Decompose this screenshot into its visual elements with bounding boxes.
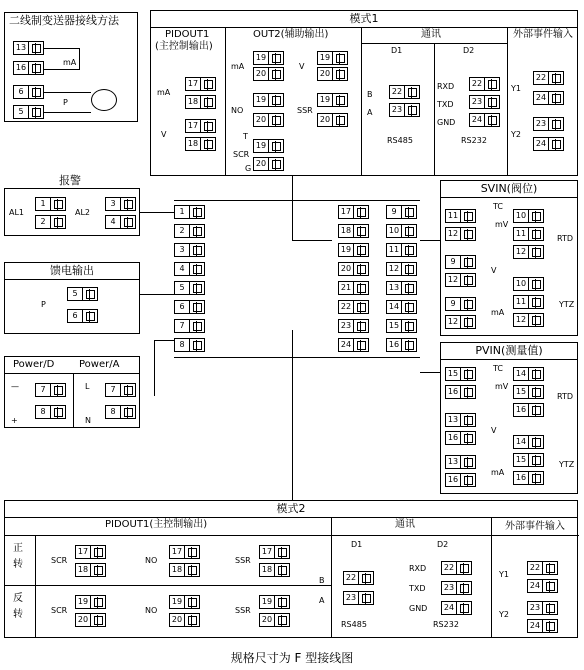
module2-txd: TXD [409, 584, 426, 593]
comm-d1: D1 [391, 46, 403, 55]
module2-no-label: NO [145, 606, 158, 615]
pvin-left-13: 13 [445, 413, 476, 427]
module2-y2: Y2 [499, 610, 509, 619]
out2-t20b: 20 [317, 67, 348, 81]
comm-a: A [367, 108, 373, 117]
svin-ma: mA [491, 308, 505, 317]
module2-pid-title: PIDOUT1(主控制输出) [105, 519, 208, 530]
svin-rtd: RTD [557, 234, 574, 243]
pidout1-ma: mA [157, 88, 171, 97]
pvin-right-16: 16 [513, 471, 544, 485]
feedback-t6: 6 [67, 309, 98, 323]
alarm-t2: 2 [35, 215, 66, 229]
power-plus: + [11, 416, 18, 425]
center-terminal-4: 4 [174, 262, 205, 276]
pvin-box [440, 342, 578, 494]
svin-left-12: 12 [445, 273, 476, 287]
terminal-5: 5 [13, 105, 44, 119]
pvin-ma: mA [491, 468, 505, 477]
terminal-13: 13 [13, 41, 44, 55]
module2-rxd: RXD [409, 564, 427, 573]
module2-ssr-17: 17 [259, 545, 290, 559]
module2-ssr-18: 18 [259, 563, 290, 577]
out2-t20a: 20 [253, 67, 284, 81]
module2-ext-22: 22 [527, 561, 558, 575]
comm-b: B [367, 90, 373, 99]
alarm-al1: AL1 [9, 208, 25, 217]
power-l: L [85, 382, 90, 391]
svin-ytz: YTZ [559, 300, 575, 309]
terminal-16: 16 [13, 61, 44, 75]
diagram-caption: 规格尺寸为 F 型接线图 [230, 651, 354, 665]
feedback-title: 馈电输出 [5, 263, 139, 280]
out2-t19b: 19 [317, 51, 348, 65]
center-terminal-2: 2 [174, 224, 205, 238]
alarm-t1: 1 [35, 197, 66, 211]
module2-rs485: RS485 [341, 620, 367, 629]
svin-right-11: 11 [513, 295, 544, 309]
svin-left-12: 12 [445, 227, 476, 241]
out2-t19d: 19 [317, 93, 348, 107]
alarm-al2: AL2 [75, 208, 91, 217]
svin-right-12: 12 [513, 245, 544, 259]
pidout1-subtitle: (主控制输出) [155, 41, 213, 52]
comm-rs232: RS232 [461, 136, 487, 145]
center-terminal-8: 8 [174, 338, 205, 352]
power-a-t7: 7 [105, 383, 136, 397]
module2-ssr-20: 20 [259, 613, 290, 627]
svin-left-12: 12 [445, 315, 476, 329]
out2-title: OUT2(辅助输出) [253, 29, 329, 40]
comm-txd: TXD [437, 100, 454, 109]
comm-d2: D2 [463, 46, 475, 55]
two-wire-ma-label: mA [63, 58, 77, 67]
alarm-t4: 4 [105, 215, 136, 229]
module2-ext-24b: 24 [527, 619, 558, 633]
pidout1-title: PIDOUT1 [165, 29, 210, 40]
out2-ma: mA [231, 62, 245, 71]
terminal-6: 6 [13, 85, 44, 99]
center-terminal-23: 23 [338, 319, 369, 333]
center-terminal-16: 16 [386, 338, 417, 352]
pvin-left-16: 16 [445, 385, 476, 399]
comm-title: 通讯 [421, 29, 441, 40]
svin-left-11: 11 [445, 209, 476, 223]
ext-y2: Y2 [511, 130, 521, 139]
out2-t20d: 20 [317, 113, 348, 127]
out2-v: V [299, 62, 305, 71]
pidout1-t17b: 17 [185, 119, 216, 133]
svin-box [440, 180, 578, 336]
center-terminal-block [174, 200, 420, 358]
comm-t23: 23 [389, 103, 420, 117]
module2-reverse: 反转 [13, 593, 23, 620]
ext-t22: 22 [533, 71, 564, 85]
module2-comm-22: 22 [343, 571, 374, 585]
ext-t24b: 24 [533, 137, 564, 151]
module2-no-18: 18 [169, 563, 200, 577]
module2-ext-title: 外部事件输入 [505, 521, 565, 532]
out2-t19a: 19 [253, 51, 284, 65]
out2-t20c: 20 [253, 113, 284, 127]
power-n: N [85, 416, 91, 425]
center-terminal-9: 9 [386, 205, 417, 219]
out2-scr: SCR [233, 150, 250, 159]
alarm-t3: 3 [105, 197, 136, 211]
module2-no-20: 20 [169, 613, 200, 627]
ext-title: 外部事件输入 [513, 29, 573, 40]
svin-tc: TC [493, 202, 504, 211]
out2-t20e: 20 [253, 157, 284, 171]
module2-d1: D1 [351, 540, 363, 549]
pvin-left-15: 15 [445, 367, 476, 381]
svin-v: V [491, 266, 497, 275]
alarm-box [4, 174, 140, 236]
two-wire-p-label: P [63, 98, 68, 107]
two-wire-box [4, 12, 138, 122]
pvin-right-14: 14 [513, 435, 544, 449]
ext-t23: 23 [533, 117, 564, 131]
comm-rxd: RXD [437, 82, 455, 91]
center-terminal-14: 14 [386, 300, 417, 314]
module2-forward: 正转 [13, 543, 23, 570]
module2-y1: Y1 [499, 570, 509, 579]
module2-d2-24: 24 [441, 601, 472, 615]
pvin-rtd: RTD [557, 392, 574, 401]
module2-ssr-label: SSR [235, 606, 251, 615]
module2-title: 模式2 [5, 501, 577, 518]
pvin-v: V [491, 426, 497, 435]
module2-d2-23: 23 [441, 581, 472, 595]
module2-ssr-19: 19 [259, 595, 290, 609]
center-terminal-19: 19 [338, 243, 369, 257]
svin-left-9: 9 [445, 297, 476, 311]
svin-right-10: 10 [513, 209, 544, 223]
module2-d2-22: 22 [441, 561, 472, 575]
comm-d2-t24: 24 [469, 113, 500, 127]
module2-scr-label: SCR [51, 556, 68, 565]
module2-no-label: NO [145, 556, 158, 565]
comm-gnd: GND [437, 118, 456, 127]
module1-title: 模式1 [151, 11, 577, 28]
svin-left-9: 9 [445, 255, 476, 269]
two-wire-title: 二线制变送器接线方法 [9, 14, 119, 27]
svin-right-12: 12 [513, 313, 544, 327]
module2-ext-24a: 24 [527, 579, 558, 593]
module2-comm-title: 通讯 [395, 519, 415, 530]
comm-t22: 22 [389, 85, 420, 99]
pvin-right-16: 16 [513, 403, 544, 417]
module2-scr-18: 18 [75, 563, 106, 577]
module1-box [150, 10, 578, 176]
center-terminal-10: 10 [386, 224, 417, 238]
out2-t19c: 19 [253, 93, 284, 107]
module2-scr-20: 20 [75, 613, 106, 627]
module2-gnd: GND [409, 604, 428, 613]
pvin-mv: mV [495, 382, 509, 391]
pidout1-t18a: 18 [185, 95, 216, 109]
transmitter-icon [91, 89, 117, 111]
power-d-title: Power/D [13, 359, 55, 370]
center-terminal-6: 6 [174, 300, 205, 314]
module2-ssr-label: SSR [235, 556, 251, 565]
pvin-title: PVIN(测量值) [441, 343, 577, 360]
power-a-t8: 8 [105, 405, 136, 419]
out2-g: G [245, 164, 252, 173]
pvin-left-16: 16 [445, 473, 476, 487]
pidout1-t18b: 18 [185, 137, 216, 151]
center-terminal-11: 11 [386, 243, 417, 257]
center-terminal-13: 13 [386, 281, 417, 295]
power-box [4, 356, 140, 428]
center-terminal-5: 5 [174, 281, 205, 295]
pvin-left-16: 16 [445, 431, 476, 445]
svin-right-10: 10 [513, 277, 544, 291]
comm-d2-t22: 22 [469, 77, 500, 91]
out2-t: T [243, 132, 248, 141]
center-terminal-22: 22 [338, 300, 369, 314]
center-terminal-20: 20 [338, 262, 369, 276]
module2-no-19: 19 [169, 595, 200, 609]
module2-box [4, 500, 578, 638]
pvin-left-13: 13 [445, 455, 476, 469]
center-terminal-1: 1 [174, 205, 205, 219]
out2-ssr: SSR [297, 106, 313, 115]
center-terminal-21: 21 [338, 281, 369, 295]
pvin-right-15: 15 [513, 453, 544, 467]
module2-ext-23: 23 [527, 601, 558, 615]
module2-scr-label: SCR [51, 606, 68, 615]
center-terminal-24: 24 [338, 338, 369, 352]
center-terminal-17: 17 [338, 205, 369, 219]
comm-rs485: RS485 [387, 136, 413, 145]
module2-b: B [319, 576, 325, 585]
svin-right-11: 11 [513, 227, 544, 241]
power-minus: — [11, 382, 19, 391]
feedback-t5: 5 [67, 287, 98, 301]
module2-no-17: 17 [169, 545, 200, 559]
module2-a: A [319, 596, 325, 605]
module2-scr-19: 19 [75, 595, 106, 609]
feedback-p: P [41, 300, 46, 309]
pvin-right-14: 14 [513, 367, 544, 381]
center-terminal-18: 18 [338, 224, 369, 238]
feedback-box [4, 262, 140, 334]
center-terminal-7: 7 [174, 319, 205, 333]
ext-t24a: 24 [533, 91, 564, 105]
svin-title: SVIN(阀位) [441, 181, 577, 198]
pvin-right-15: 15 [513, 385, 544, 399]
alarm-title: 报警 [59, 174, 81, 187]
power-d-t8: 8 [35, 405, 66, 419]
center-terminal-3: 3 [174, 243, 205, 257]
module2-comm-23: 23 [343, 591, 374, 605]
out2-t19e: 19 [253, 139, 284, 153]
ext-y1: Y1 [511, 84, 521, 93]
pvin-tc: TC [493, 364, 504, 373]
module2-rs232: RS232 [433, 620, 459, 629]
power-a-title: Power/A [79, 359, 120, 370]
pvin-ytz: YTZ [559, 460, 575, 469]
center-terminal-15: 15 [386, 319, 417, 333]
out2-no: NO [231, 106, 244, 115]
pidout1-v: V [161, 130, 167, 139]
power-d-t7: 7 [35, 383, 66, 397]
center-terminal-12: 12 [386, 262, 417, 276]
module2-scr-17: 17 [75, 545, 106, 559]
pidout1-t17a: 17 [185, 77, 216, 91]
svin-mv: mV [495, 220, 509, 229]
module2-d2: D2 [437, 540, 449, 549]
comm-d2-t23: 23 [469, 95, 500, 109]
